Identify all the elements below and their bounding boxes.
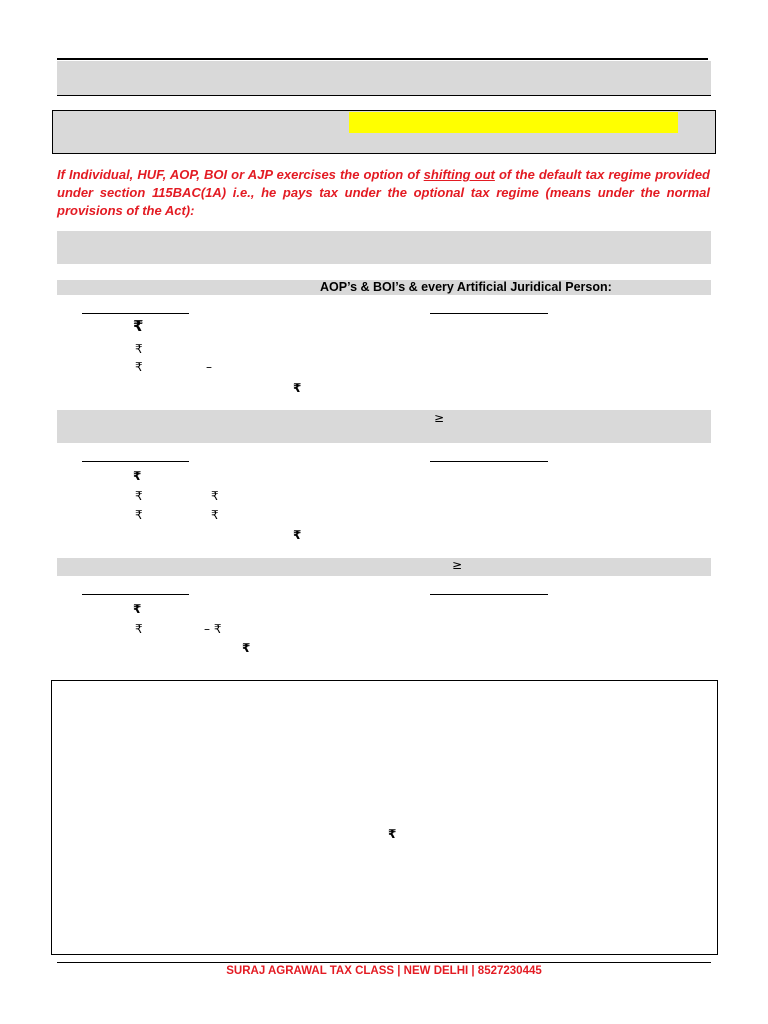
intro-underlined: shifting out — [423, 167, 495, 182]
intro-part1: If Individual, HUF, AOP, BOI or AJP exercises the option of — [57, 167, 420, 182]
intro-part2: of the default tax regime provided under section 115BAC(1A) i.e., he pays tax under the optional tax regime (means under the normal provisions of the Act): — [57, 167, 710, 218]
notes-box — [51, 680, 718, 955]
rupee-icon: ₹ — [135, 508, 143, 522]
section2-right-rule — [430, 461, 548, 462]
dash-rupee-symbol: – ₹ — [204, 622, 222, 636]
section1-right-rule — [430, 313, 548, 314]
section1-left-rule — [82, 313, 189, 314]
section-band-1 — [57, 231, 711, 264]
rupee-icon: ₹ — [135, 622, 143, 636]
rupee-icon: ₹ — [133, 317, 144, 335]
section3-left-rule — [82, 594, 189, 595]
section-band-2 — [57, 410, 711, 443]
rupee-icon: ₹ — [293, 381, 302, 395]
footer-rule — [57, 962, 711, 963]
rupee-icon: ₹ — [388, 827, 397, 841]
footer-text: SURAJ AGRAWAL TAX CLASS | NEW DELHI | 8527230445 — [226, 965, 542, 977]
section-band-3 — [57, 558, 711, 576]
rupee-icon: ₹ — [133, 469, 142, 483]
section3-right-rule — [430, 594, 548, 595]
header-band-underline — [57, 95, 711, 96]
geq-symbol: ≥ — [434, 411, 445, 425]
header-band — [57, 61, 711, 95]
title-highlight — [349, 112, 678, 133]
top-rule — [57, 58, 708, 60]
dash-symbol: – — [206, 360, 212, 374]
rupee-icon: ₹ — [135, 360, 143, 374]
rupee-icon: ₹ — [242, 641, 251, 655]
geq-symbol: ≥ — [452, 558, 463, 572]
rupee-icon: ₹ — [211, 489, 219, 503]
rupee-icon: ₹ — [293, 528, 302, 542]
rupee-icon: ₹ — [135, 489, 143, 503]
intro-paragraph — [57, 166, 710, 220]
section2-left-rule — [82, 461, 189, 462]
aop-heading: AOP’s & BOI’s & every Artificial Juridical Person: — [320, 280, 612, 294]
rupee-icon: ₹ — [135, 342, 143, 356]
rupee-icon: ₹ — [133, 602, 142, 616]
rupee-icon: ₹ — [211, 508, 219, 522]
